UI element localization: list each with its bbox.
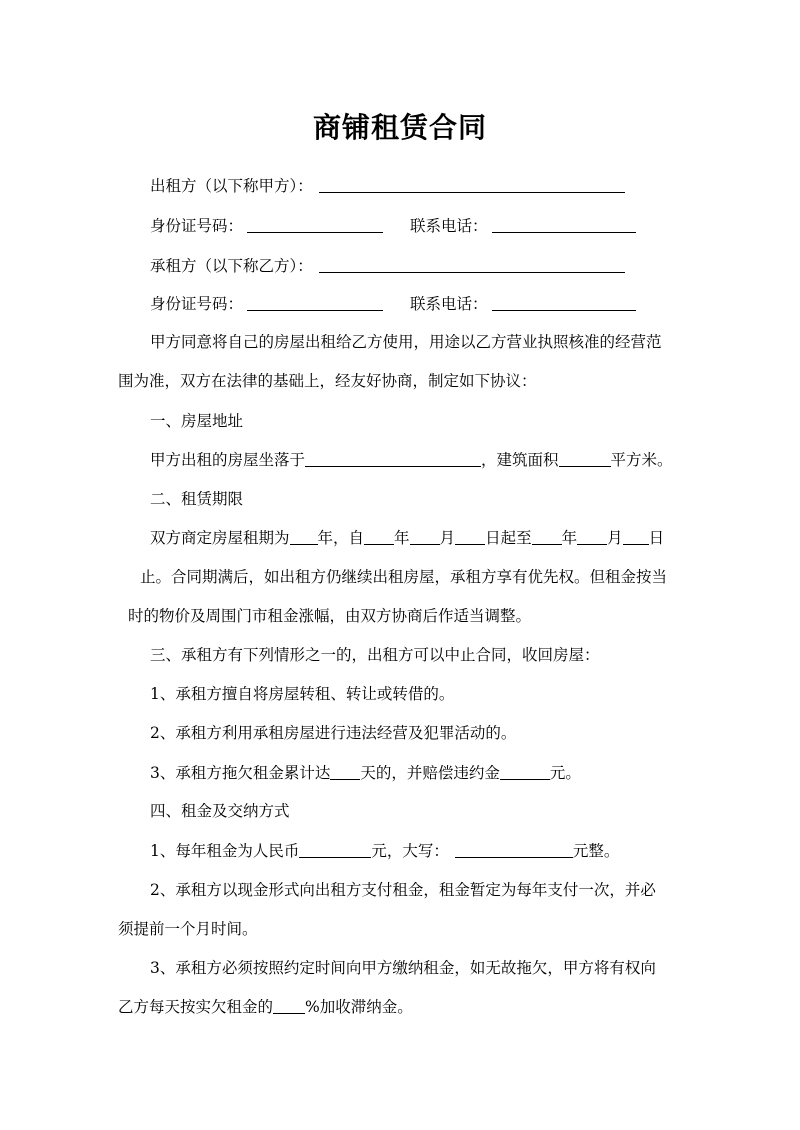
late-fee-percent-blank[interactable]	[273, 997, 305, 1014]
start-day-blank[interactable]	[455, 528, 485, 545]
start-month-unit: 月	[439, 529, 456, 547]
section-4-item-3-line-1: 3、承租方必须按照约定时间向甲方缴纳租金，如无故拖欠，甲方将有权向	[150, 959, 656, 977]
address-blank[interactable]	[305, 450, 481, 467]
lessor-phone-label: 联系电话：	[410, 217, 488, 235]
lessee-phone-label: 联系电话：	[410, 295, 488, 313]
document-title: 商铺租赁合同	[312, 111, 487, 144]
section-2-heading: 二、租赁期限	[150, 490, 244, 508]
area-unit: 平方米。	[610, 451, 673, 469]
late-fee-label: 乙方每天按实欠租金的	[118, 998, 274, 1016]
penalty-label: 天的，并赔偿违约金	[360, 764, 500, 782]
term-from-label: 年，自	[317, 529, 365, 547]
section-1-heading: 一、房屋地址	[150, 412, 244, 430]
section-2-term-line	[150, 528, 664, 548]
overdue-days-label: 3、承租方拖欠租金累计达	[150, 764, 331, 782]
lessor-phone-blank[interactable]	[492, 216, 636, 233]
section-3-item-3	[150, 763, 581, 783]
end-month-unit: 月	[607, 529, 623, 547]
end-month-blank[interactable]	[577, 528, 607, 545]
lessee-name-blank[interactable]	[319, 256, 625, 273]
lessor-label: 出租方（以下称甲方）：	[150, 177, 313, 195]
address-label: 甲方出租的房屋坐落于	[150, 451, 306, 469]
late-fee-unit: %加收滞纳金。	[305, 998, 413, 1016]
end-day-blank[interactable]	[623, 528, 649, 545]
lessor-line	[150, 176, 625, 196]
end-day-unit: 日	[648, 529, 665, 547]
section-4-item-2-line-2: 须提前一个月时间。	[118, 920, 258, 938]
section-4-item-2-line-1: 2、承租方以现金形式向出租方支付租金，租金暂定为每年支付一次，并必	[150, 881, 656, 899]
lessor-phone-line	[410, 216, 636, 236]
section-2-line-3: 时的物价及周围门市租金涨幅，由双方协商后作适当调整。	[128, 607, 532, 625]
term-label: 双方商定房屋租期为	[150, 529, 290, 547]
rent-capital-unit: 元整。	[572, 842, 620, 860]
lessee-label: 承租方（以下称乙方）：	[150, 257, 313, 275]
intro-paragraph-line-2: 围为准，双方在法律的基础上，经友好协商，制定如下协议：	[118, 372, 537, 390]
lessee-phone-blank[interactable]	[492, 294, 636, 311]
lessor-id-line	[150, 216, 383, 236]
section-4-item-3-line-2	[118, 997, 413, 1017]
lessor-id-blank[interactable]	[247, 216, 383, 233]
section-3-item-2: 2、承租方利用承租房屋进行违法经营及犯罪活动的。	[150, 724, 517, 742]
start-day-to-label: 日起至	[485, 529, 532, 547]
section-4-heading: 四、租金及交纳方式	[150, 802, 290, 820]
lessee-phone-line	[410, 294, 636, 314]
penalty-amount-blank[interactable]	[500, 763, 550, 780]
area-blank[interactable]	[559, 450, 611, 467]
intro-paragraph-line-1: 甲方同意将自己的房屋出租给乙方使用，用途以乙方营业执照核准的经营范	[150, 333, 662, 351]
overdue-days-blank[interactable]	[330, 763, 360, 780]
rent-capital-blank[interactable]	[455, 841, 573, 858]
start-year-unit: 年	[394, 529, 410, 547]
annual-rent-label: 1、每年租金为人民币	[150, 842, 300, 860]
start-month-blank[interactable]	[410, 528, 440, 545]
term-years-blank[interactable]	[290, 528, 318, 545]
lessee-id-line	[150, 294, 383, 314]
lessor-id-label: 身份证号码：	[150, 217, 244, 235]
rent-capital-label: 元，大写：	[371, 842, 449, 860]
area-label: ，建筑面积	[481, 451, 559, 469]
lessee-id-blank[interactable]	[247, 294, 383, 311]
penalty-unit: 元。	[549, 764, 581, 782]
start-year-blank[interactable]	[364, 528, 394, 545]
section-4-item-1	[150, 841, 619, 861]
section-3-heading: 三、承租方有下列情形之一的，出租方可以中止合同，收回房屋：	[150, 646, 600, 664]
end-year-unit: 年	[561, 529, 578, 547]
end-year-blank[interactable]	[532, 528, 562, 545]
section-2-line-2: 止。合同期满后，如出租方仍继续出租房屋，承租方享有优先权。但租金按当	[140, 568, 668, 586]
lessee-line	[150, 256, 625, 276]
section-1-address-line	[150, 450, 673, 470]
lessee-id-label: 身份证号码：	[150, 295, 244, 313]
lessor-name-blank[interactable]	[319, 176, 625, 193]
section-3-item-1: 1、承租方擅自将房屋转租、转让或转借的。	[150, 685, 455, 703]
annual-rent-blank[interactable]	[299, 841, 371, 858]
